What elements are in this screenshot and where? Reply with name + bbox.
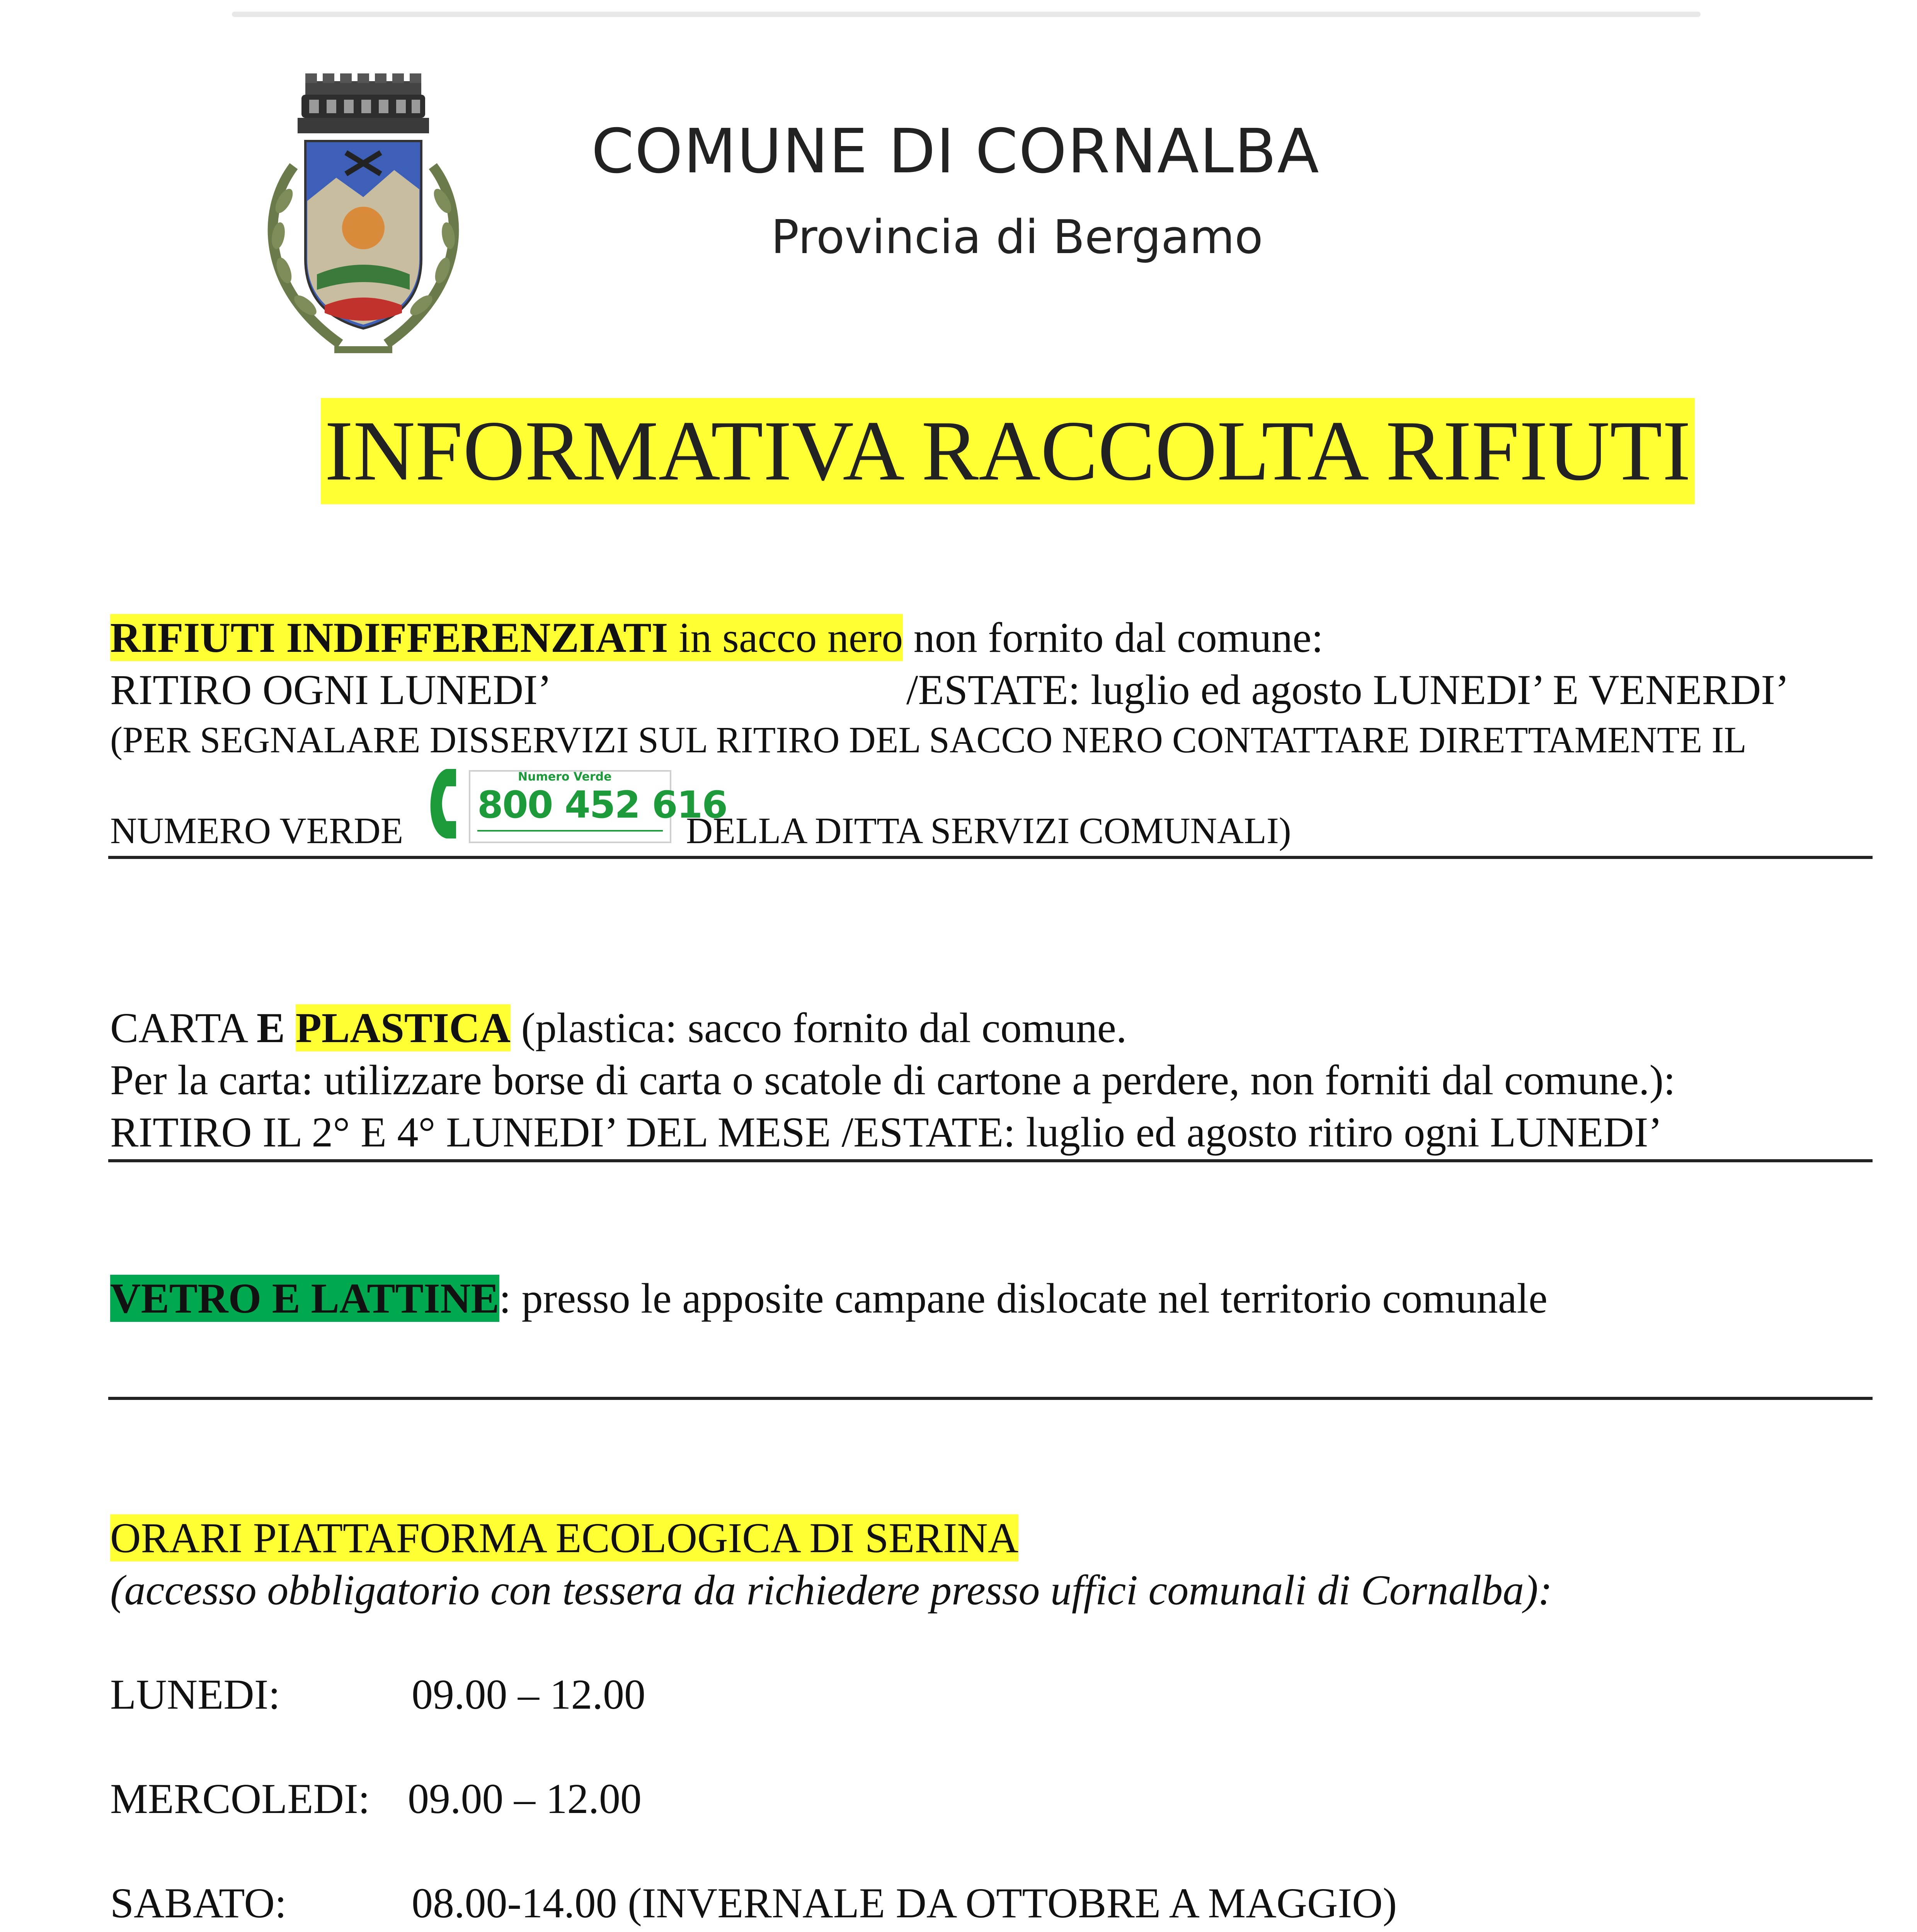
schedule-day: LUNEDI: xyxy=(110,1671,280,1718)
carta-line3: RITIRO IL 2° E 4° LUNEDI’ DEL MESE /ESTATE: luglio ed agosto ritiro ogni LUNEDI’ xyxy=(110,1109,1663,1156)
indifferenziati-rest: non fornito dal comune: xyxy=(903,614,1323,661)
province-name: Provincia di Bergamo xyxy=(771,211,1263,264)
piattaforma-note: (accesso obbligatorio con tessera da richiedere presso uffici comunali di Cornalba): xyxy=(110,1566,1553,1614)
schedule-day: MERCOLEDI: xyxy=(110,1775,370,1822)
numero-verde-number: 800 452 616 xyxy=(477,783,727,827)
vetro-label: VETRO E LATTINE xyxy=(110,1275,499,1322)
divider-1 xyxy=(108,856,1873,859)
schedule-hours: 09.00 – 12.00 xyxy=(412,1671,645,1718)
indifferenziati-label: RIFIUTI INDIFFERENZIATI in sacco nero xyxy=(110,614,903,661)
indifferenziati-summer: /ESTATE: luglio ed agosto LUNEDI’ E VENERDI’ xyxy=(906,666,1789,713)
numero-verde-label: Numero Verde xyxy=(518,770,612,784)
scan-top-edge xyxy=(232,12,1701,17)
schedule-hours: 09.00 – 12.00 xyxy=(408,1775,642,1822)
coat-of-arms-icon xyxy=(247,73,472,367)
main-title: INFORMATIVA RACCOLTA RIFIUTI xyxy=(321,398,1695,504)
vetro-line: VETRO E LATTINE: presso le apposite campane dislocate nel territorio comunale xyxy=(110,1275,1548,1322)
municipality-name: COMUNE DI CORNALBA xyxy=(591,116,1320,187)
piattaforma-title: ORARI PIATTAFORMA ECOLOGICA DI SERINA xyxy=(110,1514,1019,1561)
carta-line1: CARTA E PLASTICA (plastica: sacco fornito dal comune. xyxy=(110,1004,1127,1051)
indifferenziati-pickup: RITIRO OGNI LUNEDI’ xyxy=(110,666,552,713)
divider-3 xyxy=(108,1397,1873,1400)
indifferenziati-note2a: NUMERO VERDE xyxy=(110,810,403,851)
plastica-label: PLASTICA xyxy=(295,1004,511,1051)
carta-line2: Per la carta: utilizzare borse di carta o scatole di cartone a perdere, non forniti dal comune.): xyxy=(110,1056,1675,1104)
indifferenziati-line1 xyxy=(110,611,1323,665)
indifferenziati-note1: (PER SEGNALARE DISSERVIZI SUL RITIRO DEL SACCO NERO CONTATTARE DIRETTAMENTE IL xyxy=(110,719,1747,760)
indifferenziati-note2b: DELLA DITTA SERVIZI COMUNALI) xyxy=(686,810,1291,851)
divider-2 xyxy=(108,1159,1873,1162)
numero-verde-badge xyxy=(423,759,727,846)
schedule-day: SABATO: xyxy=(110,1879,287,1927)
schedule-hours xyxy=(412,1928,1350,1932)
schedule-hours: 08.00-14.00 (INVERNALE DA OTTOBRE A MAGGIO) xyxy=(412,1879,1397,1927)
